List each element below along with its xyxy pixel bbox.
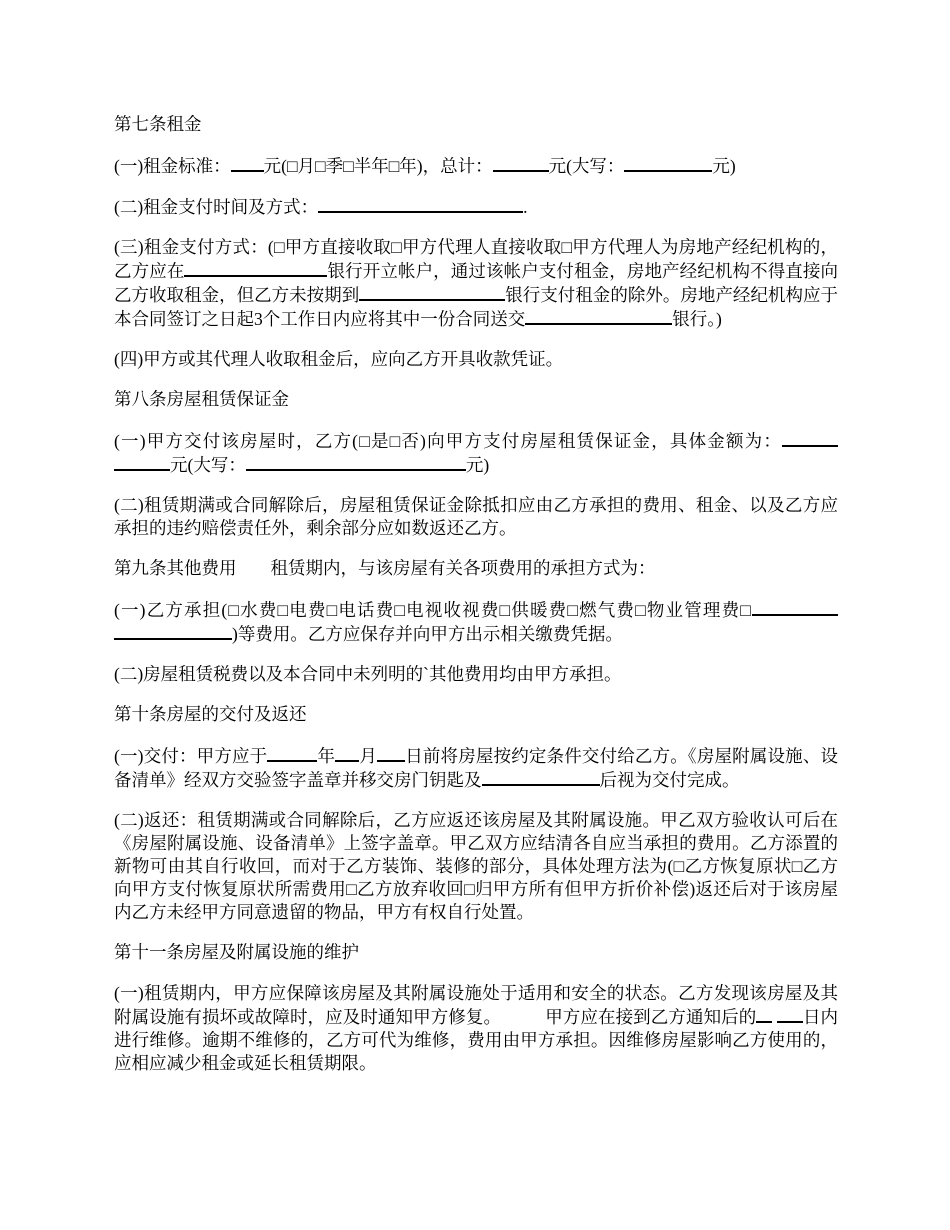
deposit-capital-blank[interactable] [246,453,466,471]
clause-text: 元(□月□季□半年□年)，总计： [263,156,493,176]
clause-text: 月 [359,746,378,766]
deposit-clause [114,429,838,477]
rent-payment-method-clause [114,236,838,331]
article-8-title: 第八条房屋租赁保证金 [114,389,289,409]
deposit-return-clause: (二)租赁期满或合同解除后，房屋租赁保证金除抵扣应由乙方承担的费用、租金、以及乙方应承担的违约赔偿责任外，剩余部分应如数返还乙方。 [114,495,838,538]
clause-text: 银行。) [672,309,722,329]
year-blank[interactable] [267,744,317,762]
clause-text: 日内进行维修。逾期不维修的，乙方可代为维修，费用由甲方承担。因维修房屋影响乙方使用的，应相应减少租金或延长租赁期限。 [114,1007,839,1073]
tax-expenses-clause: (二)房屋租赁税费以及本合同中未列明的`其他费用均由甲方承担。 [114,664,622,684]
clause-text: (一)甲方交付该房屋时，乙方(□是□否)向甲方支付房屋租赁保证金，具体金额为： [114,431,782,451]
article-7-title: 第七条租金 [114,114,202,134]
clause-text: 银行开立帐户，通过该帐户支付租金，房地产经纪机构不得直接向乙方收取租金，但乙方未按期到 [114,261,839,305]
clause-text: (三)租金支付方式：(□甲方直接收取□甲方代理人直接收取□甲方代理人为房地产经纪机构的，乙方应在 [114,237,838,281]
payment-time-blank[interactable] [318,195,523,213]
rent-payment-time-clause [114,195,838,219]
bank-name-blank[interactable] [359,283,505,301]
month-blank[interactable] [335,744,359,762]
clause-text: 元(大写： [548,156,625,176]
article-9-title [114,557,838,580]
rent-total-blank[interactable] [493,154,549,172]
article-11-title: 第十一条房屋及附属设施的维护 [114,942,359,962]
other-expense-blank[interactable] [114,622,232,640]
handover-items-blank[interactable] [482,768,600,786]
rent-standard-clause [114,154,838,178]
clause-text: (一)乙方承担(□水费□电费□电话费□电视收视费□供暖费□燃气费□物业管理费□ [114,600,752,620]
clause-text: 元) [465,455,490,475]
bank-name-blank[interactable] [525,307,672,325]
article-10-title: 第十条房屋的交付及返还 [114,704,307,724]
clause-text: (一)租金标准： [114,156,231,176]
deposit-amount-blank[interactable] [114,453,170,471]
maintenance-clause [114,982,838,1075]
contract-document [114,113,838,1092]
bank-name-blank[interactable] [184,259,327,277]
clause-text: (一)交付：甲方应于 [114,746,268,766]
clause-text: . [523,197,528,217]
clause-text: (二)租金支付时间及方式： [114,197,319,217]
clause-text: 元(大写： [170,455,246,475]
clause-text: 年 [317,746,336,766]
rent-amount-blank[interactable] [231,154,264,172]
day-blank[interactable] [377,744,405,762]
rent-total-capital-blank[interactable] [624,154,712,172]
clause-text: 银行支付租金的除外。房地产经纪机构应于本合同签订之日起3个工作日内应将其中一份合同送交 [114,285,839,329]
rent-receipt-clause: (四)甲方或其代理人收取租金后，应向乙方开具收款凭证。 [114,349,564,369]
article-subtitle-text: 租赁期内，与该房屋有关各项费用的承担方式为： [270,558,656,578]
delivery-clause [114,744,838,792]
other-expense-blank[interactable] [752,598,838,616]
clause-text: (一)租赁期内，甲方应保障该房屋及其附属设施处于适用和安全的状态。乙方发现该房屋及其附属设施有损坏或故障时，应及时通知甲方修复。 [114,983,838,1027]
repair-days-blank[interactable] [777,1005,803,1023]
clause-text: 甲方应在接到乙方通知后的 [545,1007,757,1027]
return-clause: (二)返还：租赁期满或合同解除后，乙方应返还该房屋及其附属设施。甲乙双方验收认可后在《房屋附属设施、设备清单》上签字盖章。甲乙双方应结清各自应当承担的费用。乙方添置的新物可由其自行收回，而对于乙方装饰、装修的部分，具体处理方法为(□乙方恢复原状□乙方向甲方支付恢复原状所需费用□乙方放弃收回□归甲方所有但甲方折价补偿)返还后对于该房屋内乙方未经甲方同意遗留的物品，甲方有权自行处置。 [114,810,838,922]
clause-text: )等费用。乙方应保存并向甲方出示相关缴费凭据。 [232,624,623,644]
clause-text: 后视为交付完成。 [599,770,740,790]
clause-text: 日前将房屋按约定条件交付给乙方。《房屋附属设施、设备清单》经双方交验签字盖章并移交房门钥匙及 [114,746,839,790]
deposit-amount-blank[interactable] [782,429,838,447]
article-title-text: 第九条其他费用 [114,558,237,578]
clause-text: 元) [712,156,736,176]
tenant-expenses-clause [114,598,838,646]
repair-days-blank[interactable] [756,1005,772,1023]
